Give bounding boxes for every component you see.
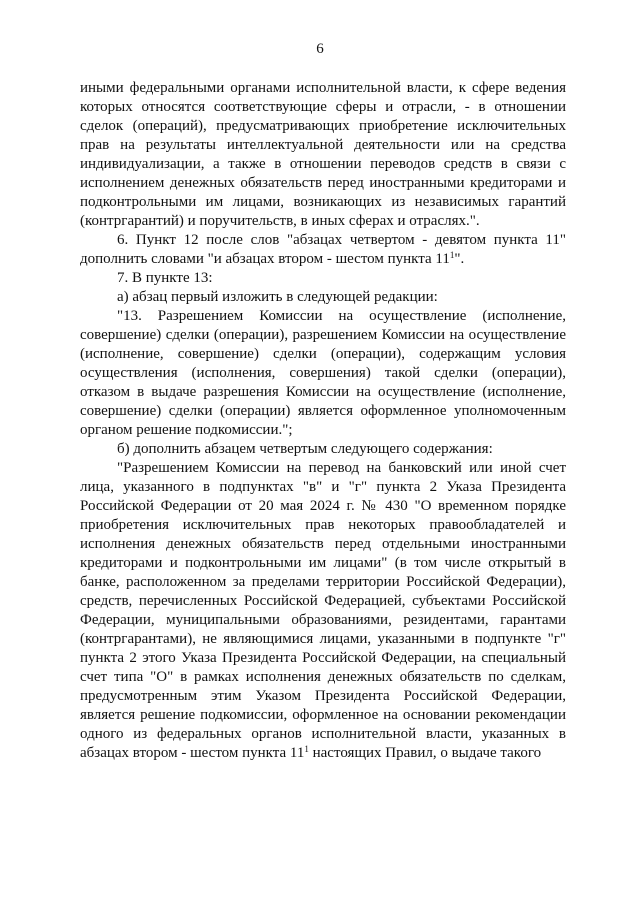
paragraph-quote-permission xyxy=(80,459,566,763)
page-number: 6 xyxy=(316,41,324,57)
paragraph-text: б) дополнить абзацем четвертым следующего содержания: xyxy=(117,441,493,457)
superscript-index: 1 xyxy=(449,250,455,260)
paragraph-item-6 xyxy=(80,231,566,269)
superscript-index: 1 xyxy=(304,744,309,754)
paragraph-text: "Разрешением Комиссии на перевод на банковский или иной счет лица, указанного в подпунктах "в" и "г" пункта 2 Указа Президента Российской Федерации от 20 мая 2024 г. № 430 "О временном порядке приобретения исключительных прав некоторых правообладателей и исполнения денежных обязательств перед отдельными иностранными кредиторами и подконтрольными им лицами" (в том числе открытый в банке, расположенном за пределами территории Российской Федерации), средств, перечисленных Российской Федерацией, субъектами Российской Федерации, муниципальными образованиями, резидентами, гарантами (контргарантами), не являющимися лицами, указанными в подпункте "г" пункта 2 этого Указа Президента Российской Федерации, на специальный счет типа "О" в рамках исполнения денежных обязательств по сделкам, предусмотренным этим Указом Президента Российской Федерации, является решение подкомиссии, оформленное на основании рекомендации одного из федеральных органов исполнительной власти, указанных в абзацах втором - шестом пункта 11 xyxy=(80,460,566,761)
paragraph-text: а) абзац первый изложить в следующей редакции: xyxy=(117,289,438,305)
paragraph-tail: настоящих Правил, о выдаче такого xyxy=(308,745,542,761)
document-body xyxy=(80,79,566,763)
paragraph-text: 7. В пункте 13: xyxy=(117,270,213,286)
paragraph-text: иными федеральными органами исполнительной власти, к сфере ведения которых относятся соответствующие сферы и отрасли, - в отношении сделок (операций), предусматривающих приобретение исключительных прав на результаты интеллектуальной деятельности или на средства индивидуализации, а также в отношении переводов средств в связи с исполнением денежных обязательств перед иностранными кредиторами и подконтрольными им лицами, возникающих из независимых гарантий (контргарантий) и поручительств, в иных сферах и отраслях.". xyxy=(80,80,566,229)
paragraph-subitem-a xyxy=(80,288,566,307)
paragraph-text: "13. Разрешением Комиссии на осуществление (исполнение, совершение) сделки (операции), разрешением Комиссии на осуществление (исполнение, совершение) сделки (операции), содержащим условия осуществления (исполнения, совершения) такой сделки (операции), отказом в выдаче разрешения Комиссии на осуществление (исполнение, совершение) сделки (операции) является оформленное уполномоченным органом решение подкомиссии."; xyxy=(80,308,566,438)
paragraph-tail: ". xyxy=(454,251,465,267)
paragraph-subitem-b xyxy=(80,440,566,459)
paragraph-quote-13 xyxy=(80,307,566,440)
paragraph-text: 6. Пункт 12 после слов "абзацах четвертом - девятом пункта 11" дополнить словами "и абзацах втором - шестом пункта 11 xyxy=(80,232,566,267)
paragraph-item-7 xyxy=(80,269,566,288)
paragraph-continuation xyxy=(80,79,566,231)
